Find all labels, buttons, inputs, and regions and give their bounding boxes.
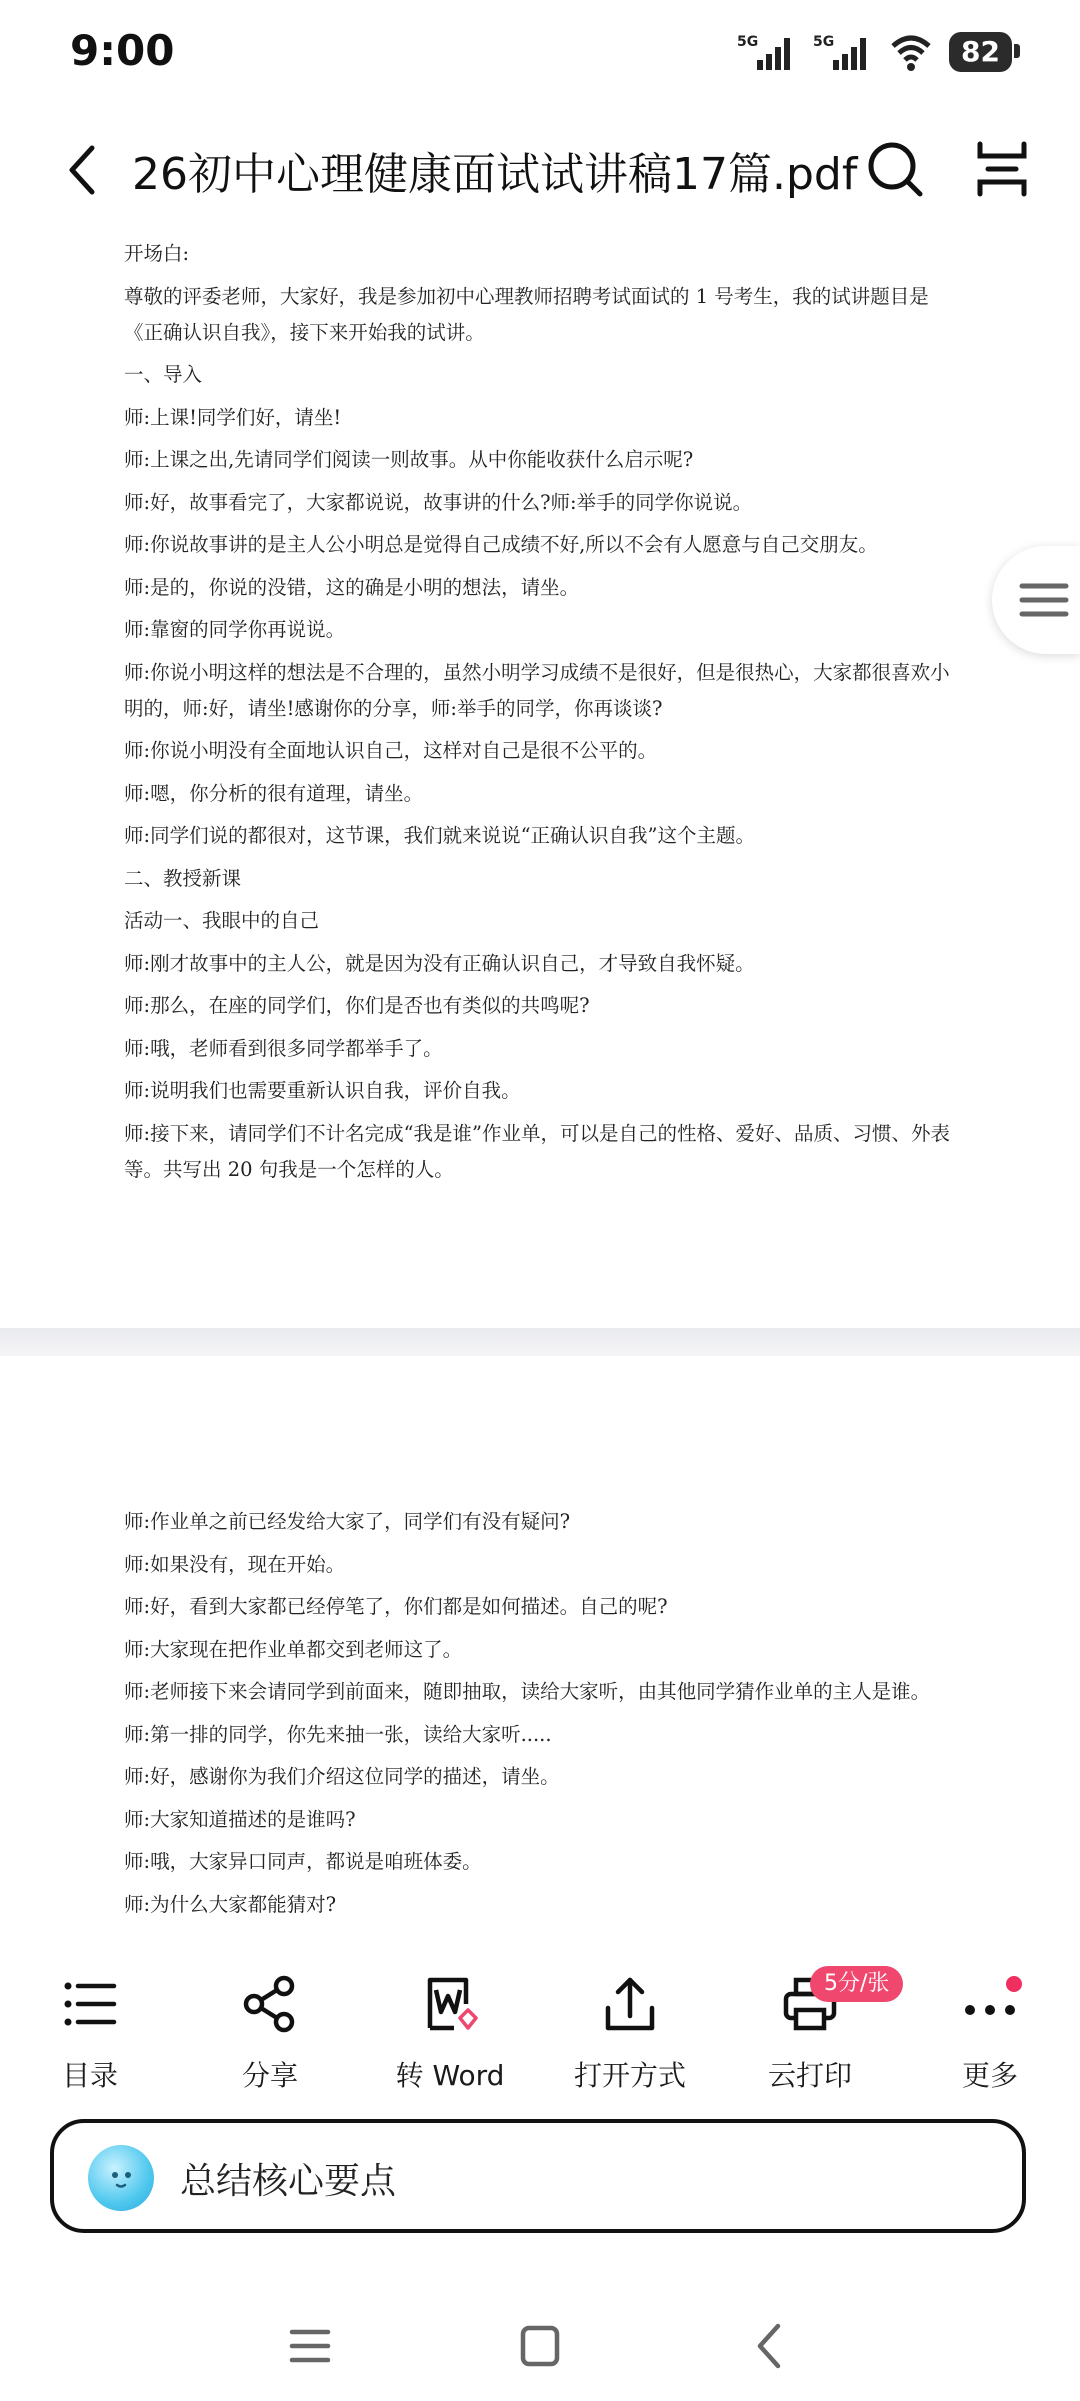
toolbar-item-open-with[interactable] bbox=[540, 1970, 720, 2102]
paragraph: 师:好，看到大家都已经停笔了，你们都是如何描述。自己的呢? bbox=[124, 1595, 668, 1618]
pdf-page-1[interactable] bbox=[0, 228, 1080, 1328]
paragraph: 师:哦，大家异口同声，都说是咱班体委。 bbox=[124, 1850, 482, 1873]
section-heading: 二、教授新课 bbox=[124, 866, 242, 890]
paragraph: 师:嗯，你分析的很有道理，请坐。 bbox=[124, 781, 424, 805]
toolbar-label: 打开方式 bbox=[573, 2059, 686, 2092]
paragraph: 师:你说小明这样的想法是不合理的，虽然小明学习成绩不是很好，但是很热心，大家都很喜欢小明的，师:好，请坐!感谢你的分享，师:举手的同学，你再谈谈? bbox=[124, 660, 950, 720]
paragraph: 师:你说故事讲的是主人公小明总是觉得自己成绩不好,所以不会有人愿意与自己交朋友。 bbox=[124, 533, 878, 556]
search-icon[interactable] bbox=[862, 136, 928, 202]
ai-assistant-avatar-icon bbox=[88, 2145, 154, 2211]
paragraph: 师:老师接下来会请同学到前面来，随即抽取，读给大家听，由其他同学猜作业单的主人是谁。 bbox=[124, 1680, 931, 1703]
list-icon bbox=[60, 1974, 120, 2034]
paragraph: 开场白: bbox=[124, 242, 190, 265]
back-arrow-icon[interactable] bbox=[56, 140, 116, 200]
toolbar-item-share[interactable] bbox=[180, 1970, 360, 2102]
toolbar-label: 更多 bbox=[961, 2059, 1018, 2092]
status-icons bbox=[737, 30, 1012, 74]
paragraph: 师:哦，老师看到很多同学都举手了。 bbox=[124, 1036, 443, 1060]
paragraph: 师:大家现在把作业单都交到老师这了。 bbox=[124, 1637, 463, 1661]
ai-summary-button[interactable] bbox=[50, 2119, 1026, 2233]
back-nav-icon[interactable] bbox=[740, 2316, 800, 2376]
signal-1-label: 5G bbox=[737, 34, 759, 50]
paragraph: 师:是的，你说的没错，这的确是小明的想法，请坐。 bbox=[124, 575, 580, 599]
share-icon bbox=[240, 1974, 300, 2034]
page-1-content bbox=[124, 236, 964, 1194]
signal-icon-2 bbox=[813, 32, 873, 72]
paragraph: 师:你说小明没有全面地认识自己，这样对自己是很不公平的。 bbox=[124, 739, 658, 762]
paragraph: 师:接下来，请同学们不计名完成“我是谁”作业单，可以是自己的性格、爱好、品质、习惯、外表等。共写出 20 句我是一个怎样的人。 bbox=[124, 1121, 951, 1181]
paragraph: 师:那么，在座的同学们，你们是否也有类似的共鸣呢? bbox=[124, 994, 590, 1017]
subsection-heading: 活动一、我眼中的自己 bbox=[124, 909, 320, 932]
view-mode-icon[interactable] bbox=[972, 136, 1032, 202]
signal-2-label: 5G bbox=[813, 34, 835, 50]
recent-apps-icon[interactable] bbox=[280, 2316, 340, 2376]
page-separator bbox=[0, 1328, 1080, 1356]
toolbar-label: 转 Word bbox=[395, 2059, 505, 2092]
paragraph: 师:上课之出,先请同学们阅读一则故事。从中你能收获什么启示呢? bbox=[124, 448, 694, 471]
system-nav-bar bbox=[0, 2300, 1080, 2400]
paragraph: 师:靠窗的同学你再说说。 bbox=[124, 618, 346, 641]
signal-icon bbox=[737, 32, 797, 72]
wifi-icon bbox=[889, 32, 933, 72]
toolbar-item-contents[interactable] bbox=[0, 1970, 180, 2102]
battery-indicator: 82 bbox=[949, 32, 1012, 72]
notification-dot bbox=[1006, 1976, 1022, 1992]
page-2-content bbox=[124, 1504, 964, 1929]
paragraph: 师:说明我们也需要重新认识自我，评价自我。 bbox=[124, 1079, 521, 1102]
price-badge: 5分/张 bbox=[810, 1966, 903, 2002]
bottom-toolbar bbox=[0, 1970, 1080, 2102]
toolbar-label: 云打印 bbox=[767, 2059, 852, 2092]
hamburger-icon bbox=[992, 546, 1080, 654]
open-with-icon bbox=[600, 1974, 660, 2034]
pdf-page-2[interactable] bbox=[0, 1356, 1080, 1976]
paragraph: 师:同学们说的都很对，这节课，我们就来说说“正确认识自我”这个主题。 bbox=[124, 824, 756, 847]
toolbar-item-more[interactable] bbox=[900, 1970, 1080, 2102]
toolbar-label: 目录 bbox=[61, 2059, 118, 2092]
ai-face-icon bbox=[88, 2145, 154, 2211]
paragraph: 师:为什么大家都能猜对? bbox=[124, 1892, 337, 1916]
home-icon[interactable] bbox=[510, 2316, 570, 2376]
side-drawer-handle[interactable] bbox=[992, 546, 1080, 654]
paragraph: 师:好，感谢你为我们介绍这位同学的描述，请坐。 bbox=[124, 1765, 560, 1788]
section-heading: 一、导入 bbox=[124, 363, 203, 386]
paragraph: 师:如果没有，现在开始。 bbox=[124, 1552, 346, 1576]
toolbar-item-to-word[interactable] bbox=[360, 1970, 540, 2102]
ai-summary-label: 总结核心要点 bbox=[180, 2161, 397, 2202]
paragraph: 师:上课!同学们好，请坐! bbox=[124, 405, 342, 429]
word-convert-icon bbox=[420, 1974, 480, 2034]
status-time: 9:00 bbox=[70, 26, 175, 75]
app-header bbox=[0, 120, 1080, 220]
status-bar bbox=[0, 0, 1080, 100]
paragraph: 师:作业单之前已经发给大家了，同学们有没有疑问? bbox=[124, 1510, 571, 1533]
paragraph: 师:刚才故事中的主人公，就是因为没有正确认识自己，才导致自我怀疑。 bbox=[124, 951, 755, 975]
paragraph: 尊敬的评委老师，大家好，我是参加初中心理教师招聘考试面试的 1 号考生，我的试讲题目是《正确认识自我》，接下来开始我的试讲。 bbox=[124, 284, 929, 344]
toolbar-label: 分享 bbox=[241, 2059, 298, 2092]
document-title: 26初中心理健康面试试讲稿17篇.pdf bbox=[132, 149, 858, 200]
paragraph: 师:第一排的同学，你先来抽一张，读给大家听..... bbox=[124, 1722, 552, 1746]
paragraph: 师:大家知道描述的是谁吗? bbox=[124, 1807, 356, 1831]
paragraph: 师:好，故事看完了，大家都说说，故事讲的什么?师:举手的同学你说说。 bbox=[124, 490, 753, 514]
